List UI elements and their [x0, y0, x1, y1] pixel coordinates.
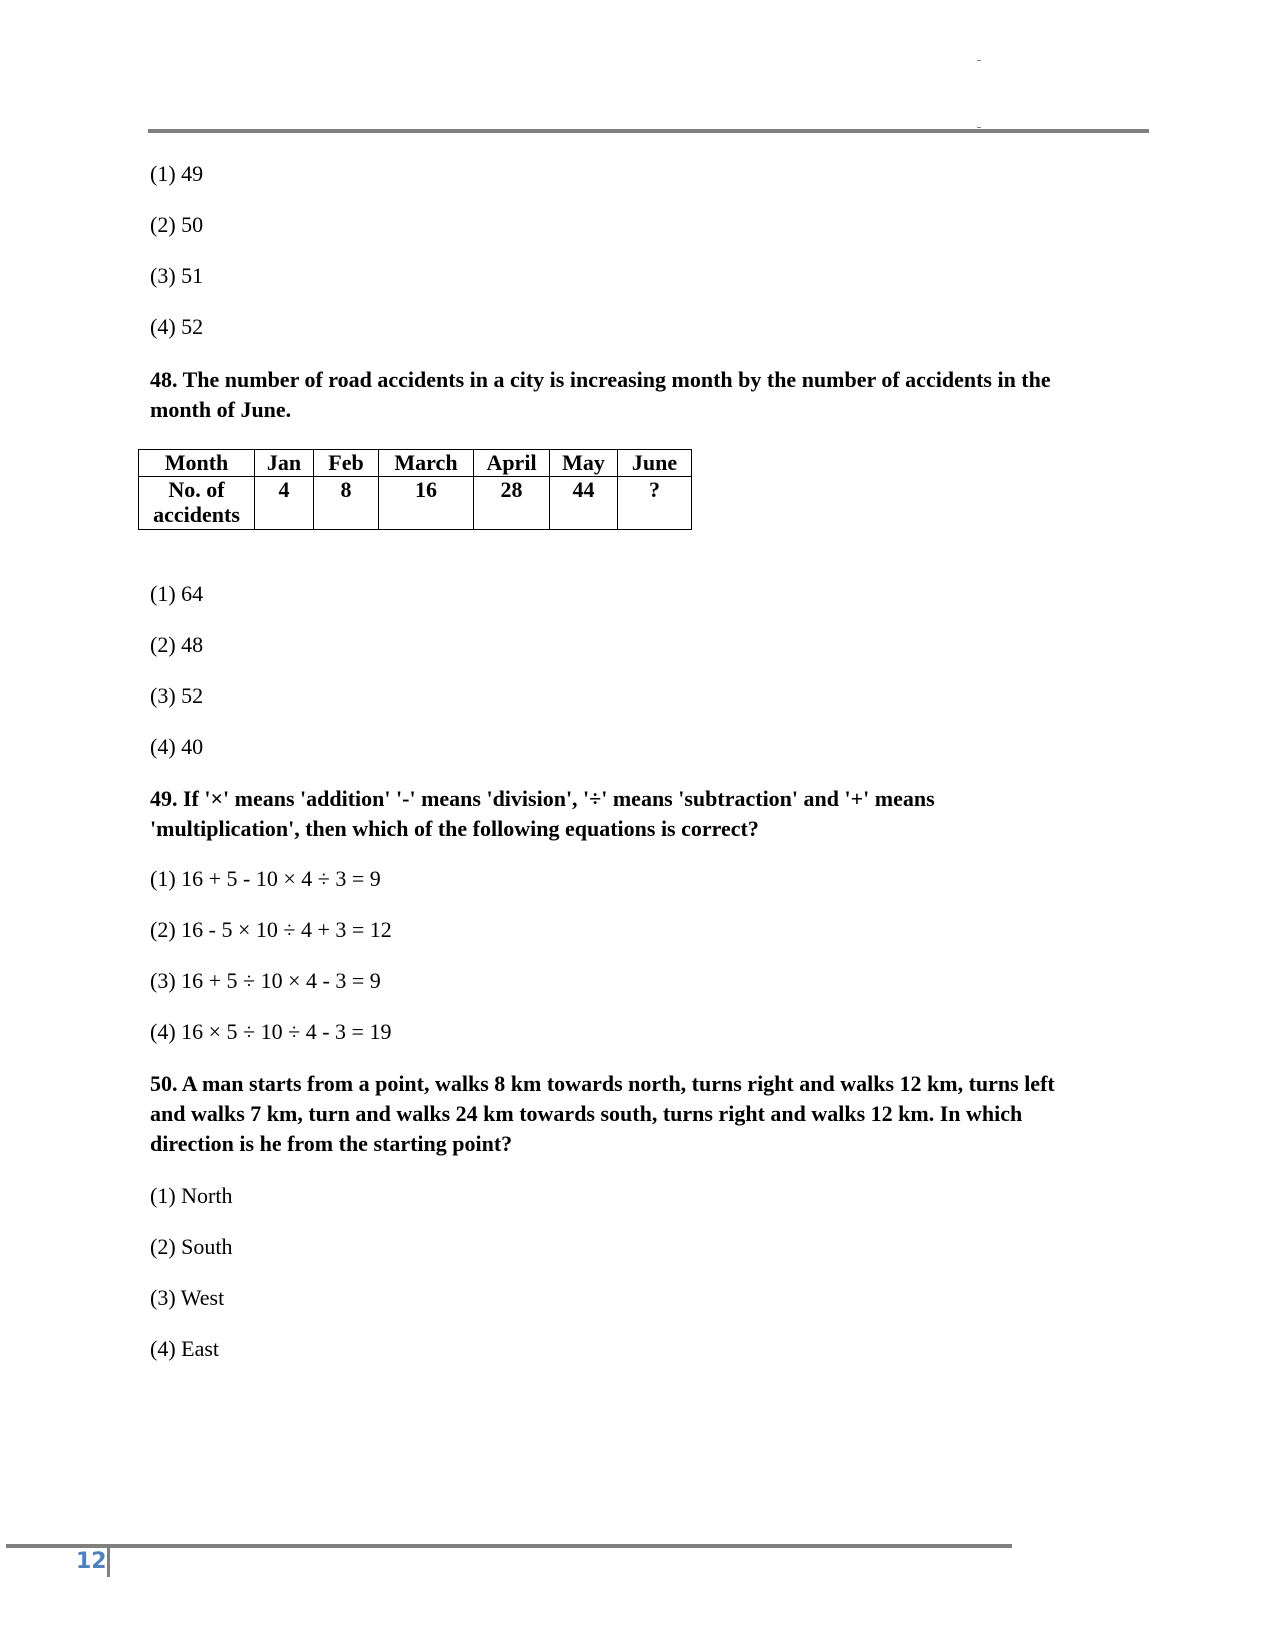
- table-row: [139, 477, 692, 530]
- table-row-label: [139, 477, 255, 530]
- table-header-cell: April: [474, 450, 550, 477]
- q50-question-line-3: direction is he from the starting point?: [150, 1131, 513, 1156]
- table-header-cell: June: [618, 450, 692, 477]
- q50-option-4: (4) East: [150, 1336, 220, 1361]
- q49-question: [150, 784, 1110, 844]
- header-rule: [148, 129, 1149, 133]
- q49-option-1: (1) 16 + 5 - 10 × 4 ÷ 3 = 9: [150, 866, 381, 891]
- q48-option-3: (3) 52: [150, 683, 204, 708]
- table-cell: 4: [255, 477, 314, 530]
- q47-option-4: (4) 52: [150, 314, 204, 339]
- table-header-cell: May: [550, 450, 618, 477]
- footer-rule: [6, 1544, 1012, 1548]
- table-header-cell: Month: [139, 450, 255, 477]
- q49-question-line-2: 'multiplication', then which of the following equations is correct?: [150, 816, 759, 841]
- row-label-line-1: No. of: [168, 477, 225, 502]
- q50-question-line-2: and walks 7 km, turn and walks 24 km towards south, turns right and walks 12 km. In which: [150, 1101, 1023, 1126]
- q50-option-2: (2) South: [150, 1234, 233, 1259]
- q50-option-1: (1) North: [150, 1183, 233, 1208]
- accidents-table: [138, 449, 692, 530]
- q48-question-line-1: 48. The number of road accidents in a city is increasing month by the number of accidents in the: [150, 367, 1051, 392]
- q49-option-2: (2) 16 - 5 × 10 ÷ 4 + 3 = 12: [150, 917, 392, 942]
- q47-option-3: (3) 51: [150, 263, 204, 288]
- q48-question: [150, 365, 1110, 425]
- q49-question-line-1: 49. If '×' means 'addition' '-' means 'division', '÷' means 'subtraction' and '+' means: [150, 786, 935, 811]
- q49-option-3: (3) 16 + 5 ÷ 10 × 4 - 3 = 9: [150, 968, 381, 993]
- q50-question: [150, 1069, 1110, 1159]
- table-header-cell: March: [379, 450, 474, 477]
- table-header-row: [139, 450, 692, 477]
- table-cell: 28: [474, 477, 550, 530]
- table-cell: ?: [618, 477, 692, 530]
- q48-option-1: (1) 64: [150, 581, 204, 606]
- q48-question-line-2: month of June.: [150, 397, 292, 422]
- header-mark: [977, 60, 981, 61]
- q47-option-2: (2) 50: [150, 212, 204, 237]
- q50-question-line-1: 50. A man starts from a point, walks 8 km towards north, turns right and walks 12 km, turns left: [150, 1071, 1055, 1096]
- q50-option-3: (3) West: [150, 1285, 225, 1310]
- q48-option-2: (2) 48: [150, 632, 204, 657]
- page-number: 12: [76, 1549, 107, 1574]
- header-mark: [977, 127, 981, 128]
- q49-option-4: (4) 16 × 5 ÷ 10 ÷ 4 - 3 = 19: [150, 1019, 392, 1044]
- q48-option-4: (4) 40: [150, 734, 204, 759]
- page-number-bar: [107, 1548, 110, 1577]
- q47-option-1: (1) 49: [150, 161, 204, 186]
- table-header-cell: Jan: [255, 450, 314, 477]
- row-label-line-2: accidents: [153, 502, 240, 527]
- table-header-cell: Feb: [314, 450, 379, 477]
- table-cell: 8: [314, 477, 379, 530]
- table-cell: 16: [379, 477, 474, 530]
- table-cell: 44: [550, 477, 618, 530]
